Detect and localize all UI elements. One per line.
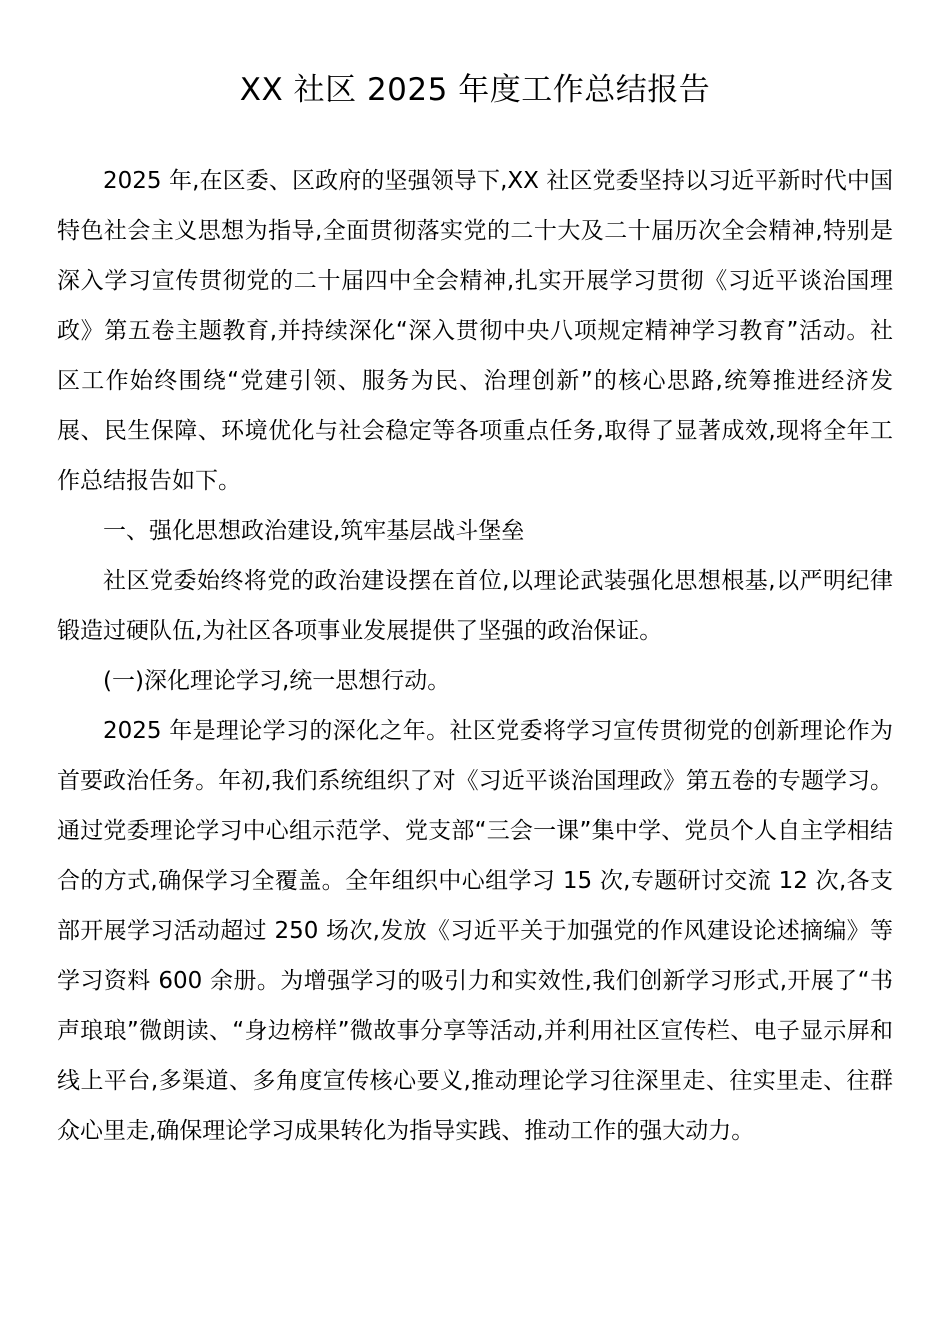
document-title: XX 社区 2025 年度工作总结报告 bbox=[239, 72, 711, 108]
subsection-1-paragraph: 2025 年是理论学习的深化之年。社区党委将学习宣传贯彻党的创新理论作为首要政治任务。年初,我们系统组织了对《习近平谈治国理政》第五卷的专题学习。通过党委理论学习中心组示范学、党支部“三会一课”集中学、党员个人自主学相结合的方式,确保学习全覆盖。全年组织中心组学习 15 次,专题研讨交流 12 次,各支部开展学习活动超过 250 场次,发放《习近平关于加强党的作风建设论述摘编》等学习资料 600 余册。为增强学习的吸引力和实效性,我们创新学习形式,开展了“书声琅琅”微朗读、“身边榜样”微故事分享等活动,并利用社区宣传栏、电子显示屏和线上平台,多渠道、多角度宣传核心要义,推动理论学习往深里走、往实里走、往群众心里走,确保理论学习成果转化为指导实践、推动工作的强大动力。 bbox=[57, 718, 893, 1144]
section-heading-1: 一、强化思想政治建设,筑牢基层战斗堡垒 bbox=[103, 518, 525, 544]
section-1-paragraph: 社区党委始终将党的政治建设摆在首位,以理论武装强化思想根基,以严明纪律锻造过硬队伍,为社区各项事业发展提供了坚强的政治保证。 bbox=[57, 568, 893, 644]
intro-paragraph: 2025 年,在区委、区政府的坚强领导下,XX 社区党委坚持以习近平新时代中国特色社会主义思想为指导,全面贯彻落实党的二十大及二十届历次全会精神,特别是深入学习宣传贯彻党的二十届四中全会精神,扎实开展学习贯彻《习近平谈治国理政》第五卷主题教育,并持续深化“深入贯彻中央八项规定精神学习教育”活动。社区工作始终围绕“党建引领、服务为民、治理创新”的核心思路,统筹推进经济发展、民生保障、环境优化与社会稳定等各项重点任务,取得了显著成效,现将全年工作总结报告如下。 bbox=[57, 168, 893, 494]
subsection-heading-1: (一)深化理论学习,统一思想行动。 bbox=[103, 668, 451, 694]
